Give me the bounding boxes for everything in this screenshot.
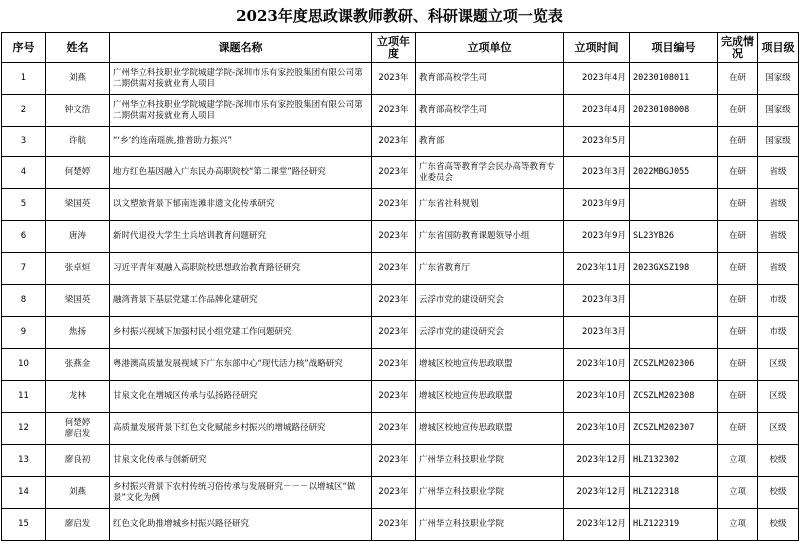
cell-unit: 教育部: [416, 127, 564, 157]
cell-code: ZCSZLM202306: [630, 349, 718, 381]
cell-year: 2023年: [372, 63, 416, 95]
cell-level: 省级: [758, 253, 799, 285]
cell-time: 2023年3月: [564, 285, 630, 317]
cell-year: 2023年: [372, 413, 416, 445]
cell-name: 廖启发: [46, 509, 110, 541]
cell-status: 在研: [718, 285, 758, 317]
cell-year: 2023年: [372, 285, 416, 317]
cell-time: 2023年11月: [564, 253, 630, 285]
cell-time: 2023年12月: [564, 509, 630, 541]
cell-status: 在研: [718, 63, 758, 95]
cell-no: 14: [2, 477, 46, 509]
cell-no: 4: [2, 157, 46, 189]
cell-level: 校级: [758, 477, 799, 509]
cell-level: 市级: [758, 317, 799, 349]
cell-year: 2023年: [372, 509, 416, 541]
cell-no: 3: [2, 127, 46, 157]
cell-name: 廖良初: [46, 445, 110, 477]
cell-time: 2023年3月: [564, 317, 630, 349]
cell-code: [630, 317, 718, 349]
cell-name: 唐涛: [46, 221, 110, 253]
table-body: [2, 63, 799, 541]
cell-no: 11: [2, 381, 46, 413]
table-row: [2, 63, 799, 95]
cell-year: 2023年: [372, 317, 416, 349]
cell-code: ZCSZLM202307: [630, 413, 718, 445]
cell-level: 国家级: [758, 127, 799, 157]
cell-status: 在研: [718, 95, 758, 127]
cell-no: 12: [2, 413, 46, 445]
cell-name: 刘燕: [46, 477, 110, 509]
cell-code: 20230108011: [630, 63, 718, 95]
cell-topic: 乡村振兴背景下农村传统习俗传承与发展研究－－－以增城区“做景”文化为例: [110, 477, 372, 509]
cell-year: 2023年: [372, 127, 416, 157]
cell-name: 何楚婷 廖启发: [46, 413, 110, 445]
cell-no: 1: [2, 63, 46, 95]
cell-name: 刘燕: [46, 63, 110, 95]
cell-name: 张卓烜: [46, 253, 110, 285]
cell-unit: 广东省高等教育学会民办高等教育专业委员会: [416, 157, 564, 189]
cell-no: 13: [2, 445, 46, 477]
cell-unit: 云浮市党的建设研究会: [416, 317, 564, 349]
cell-topic: 新时代退役大学生士兵培训教育问题研究: [110, 221, 372, 253]
table-row: [2, 221, 799, 253]
cell-topic: 红色文化助推增城乡村振兴路径研究: [110, 509, 372, 541]
cell-topic: 甘泉文化传承与创新研究: [110, 445, 372, 477]
cell-level: 校级: [758, 509, 799, 541]
cell-year: 2023年: [372, 253, 416, 285]
cell-code: HLZ122318: [630, 477, 718, 509]
cell-time: 2023年12月: [564, 445, 630, 477]
header-no: 序号: [2, 33, 46, 63]
table-row: [2, 445, 799, 477]
header-status: 完成情况: [718, 33, 758, 63]
cell-topic: 粤港澳高质量发展视域下广东东部中心“现代活力核”战略研究: [110, 349, 372, 381]
cell-name: 焦扬: [46, 317, 110, 349]
table-row: [2, 413, 799, 445]
cell-unit: 广州华立科技职业学院: [416, 445, 564, 477]
cell-level: 省级: [758, 189, 799, 221]
cell-unit: 教育部高校学生司: [416, 63, 564, 95]
cell-code: HLZ132302: [630, 445, 718, 477]
header-row: [2, 33, 799, 63]
cell-year: 2023年: [372, 445, 416, 477]
cell-no: 5: [2, 189, 46, 221]
cell-unit: 增城区校地宣传思政联盟: [416, 349, 564, 381]
cell-level: 区级: [758, 381, 799, 413]
cell-code: [630, 285, 718, 317]
cell-code: ZCSZLM202308: [630, 381, 718, 413]
cell-level: 市级: [758, 285, 799, 317]
cell-year: 2023年: [372, 95, 416, 127]
cell-unit: 广东省国防教育课题领导小组: [416, 221, 564, 253]
cell-topic: 乡村振兴视域下加强村民小组党建工作问题研究: [110, 317, 372, 349]
project-table: [1, 32, 799, 541]
cell-level: 校级: [758, 445, 799, 477]
cell-status: 在研: [718, 381, 758, 413]
cell-time: 2023年4月: [564, 95, 630, 127]
cell-status: 立项: [718, 509, 758, 541]
cell-time: 2023年3月: [564, 157, 630, 189]
cell-code: SL23YB26: [630, 221, 718, 253]
cell-time: 2023年4月: [564, 63, 630, 95]
table-row: [2, 127, 799, 157]
cell-unit: 增城区校地宣传思政联盟: [416, 413, 564, 445]
cell-status: 在研: [718, 253, 758, 285]
cell-status: 在研: [718, 189, 758, 221]
table-row: [2, 477, 799, 509]
cell-status: 立项: [718, 445, 758, 477]
cell-code: 20230108008: [630, 95, 718, 127]
cell-unit: 教育部高校学生司: [416, 95, 564, 127]
cell-name: 张燕金: [46, 349, 110, 381]
cell-topic: 以文塑旅背景下郁南连滩非遗文化传承研究: [110, 189, 372, 221]
cell-level: 国家级: [758, 63, 799, 95]
header-unit: 立项单位: [416, 33, 564, 63]
cell-name: 梁国英: [46, 189, 110, 221]
cell-level: 区级: [758, 349, 799, 381]
table-row: [2, 349, 799, 381]
cell-code: HLZ122319: [630, 509, 718, 541]
header-code: 项目编号: [630, 33, 718, 63]
table-row: [2, 157, 799, 189]
cell-topic: 高质量发展背景下红色文化赋能乡村振兴的增城路径研究: [110, 413, 372, 445]
header-time: 立项时间: [564, 33, 630, 63]
page-title: 2023年度思政课教师教研、科研课题立项一览表: [236, 7, 563, 25]
cell-unit: 广州华立科技职业学院: [416, 509, 564, 541]
cell-code: [630, 189, 718, 221]
cell-year: 2023年: [372, 157, 416, 189]
cell-year: 2023年: [372, 477, 416, 509]
cell-time: 2023年12月: [564, 477, 630, 509]
cell-time: 2023年5月: [564, 127, 630, 157]
cell-status: 在研: [718, 157, 758, 189]
cell-level: 省级: [758, 157, 799, 189]
cell-code: [630, 127, 718, 157]
cell-level: 区级: [758, 413, 799, 445]
cell-status: 在研: [718, 127, 758, 157]
cell-time: 2023年10月: [564, 381, 630, 413]
cell-status: 在研: [718, 317, 758, 349]
cell-level: 省级: [758, 221, 799, 253]
cell-name: 何楚婷: [46, 157, 110, 189]
cell-name: 钟文浩: [46, 95, 110, 127]
cell-no: 8: [2, 285, 46, 317]
cell-status: 立项: [718, 477, 758, 509]
cell-name: 许航: [46, 127, 110, 157]
header-name: 姓名: [46, 33, 110, 63]
table-row: [2, 381, 799, 413]
cell-time: 2023年9月: [564, 221, 630, 253]
cell-status: 在研: [718, 413, 758, 445]
table-row: [2, 285, 799, 317]
cell-unit: 云浮市党的建设研究会: [416, 285, 564, 317]
cell-time: 2023年9月: [564, 189, 630, 221]
cell-no: 6: [2, 221, 46, 253]
cell-topic: “‘乡’约连南瑶族,推普助力振兴”: [110, 127, 372, 157]
cell-topic: 广州华立科技职业学院城建学院-深圳市乐有家控股集团有限公司第二期供需对接就业育人项目: [110, 95, 372, 127]
cell-topic: 甘泉文化在增城区传承与弘扬路径研究: [110, 381, 372, 413]
cell-status: 在研: [718, 221, 758, 253]
cell-topic: 广州华立科技职业学院城建学院-深圳市乐有家控股集团有限公司第二期供需对接就业育人项目: [110, 63, 372, 95]
cell-no: 9: [2, 317, 46, 349]
cell-topic: 习近平青年观融入高职院校思想政治教育路径研究: [110, 253, 372, 285]
cell-year: 2023年: [372, 381, 416, 413]
header-year: 立项年度: [372, 33, 416, 63]
cell-level: 国家级: [758, 95, 799, 127]
cell-topic: 地方红色基因融入广东民办高职院校“第二课堂”路径研究: [110, 157, 372, 189]
table-row: [2, 509, 799, 541]
cell-unit: 广东省教育厅: [416, 253, 564, 285]
cell-name: 龙林: [46, 381, 110, 413]
cell-no: 10: [2, 349, 46, 381]
cell-unit: 广州华立科技职业学院: [416, 477, 564, 509]
cell-name: 梁国英: [46, 285, 110, 317]
cell-year: 2023年: [372, 349, 416, 381]
cell-code: 2023GXSZ198: [630, 253, 718, 285]
cell-no: 15: [2, 509, 46, 541]
cell-no: 2: [2, 95, 46, 127]
cell-year: 2023年: [372, 221, 416, 253]
cell-time: 2023年10月: [564, 349, 630, 381]
table-row: [2, 189, 799, 221]
table-row: [2, 95, 799, 127]
cell-unit: 增城区校地宣传思政联盟: [416, 381, 564, 413]
table-row: [2, 317, 799, 349]
table-row: [2, 253, 799, 285]
cell-year: 2023年: [372, 189, 416, 221]
cell-code: 2022MBGJ055: [630, 157, 718, 189]
header-topic: 课题名称: [110, 33, 372, 63]
cell-topic: 融湾背景下基层党建工作品牌化建研究: [110, 285, 372, 317]
cell-unit: 广东省社科规划: [416, 189, 564, 221]
cell-no: 7: [2, 253, 46, 285]
cell-time: 2023年10月: [564, 413, 630, 445]
header-level: 项目级: [758, 33, 799, 63]
cell-status: 在研: [718, 349, 758, 381]
